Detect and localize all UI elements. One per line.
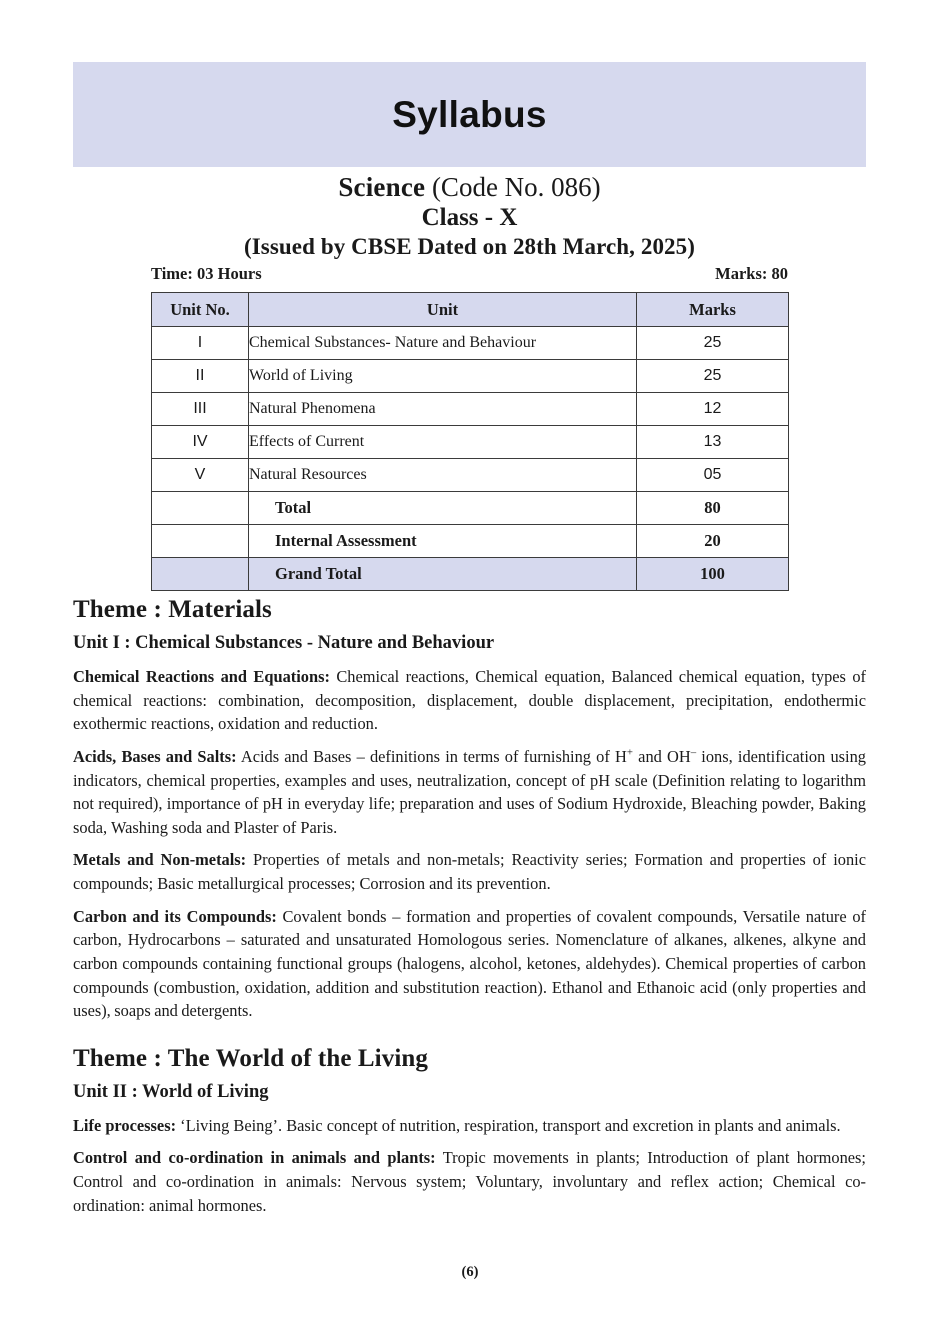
topic-carbon-compounds bbox=[73, 905, 866, 1023]
theme-heading-materials: Theme : Materials bbox=[73, 596, 272, 623]
cell-unit-no: II bbox=[152, 360, 249, 393]
table-header-row bbox=[152, 293, 789, 327]
cell-unit-no: IV bbox=[152, 426, 249, 459]
table-row bbox=[152, 393, 789, 426]
topic-body: Chemical reactions, Chemical equation, Balanced chemical equation, types of chemical reactions: combination, decomposition, displacement, double displacement, precipitation, endothermic exothermic reactions, oxidation and reduction. bbox=[73, 667, 866, 734]
cell-marks: 13 bbox=[637, 426, 789, 459]
topic-lead: Metals and Non-metals: bbox=[73, 850, 247, 870]
topic-lead: Life processes: bbox=[73, 1115, 177, 1135]
title-block bbox=[73, 172, 866, 260]
superscript-plus: + bbox=[626, 746, 633, 759]
table-row-internal-assessment bbox=[152, 525, 789, 558]
cell-unit-no: I bbox=[152, 327, 249, 360]
unit-heading-2: Unit II : World of Living bbox=[73, 1081, 269, 1102]
cell-unit-name: Natural Phenomena bbox=[249, 393, 637, 426]
topic-body-part-2: and OH bbox=[632, 746, 691, 766]
cell-unit-name: Chemical Substances- Nature and Behaviour bbox=[249, 327, 637, 360]
cell-marks: 12 bbox=[637, 393, 789, 426]
table-row bbox=[152, 459, 789, 492]
column-header-marks: Marks bbox=[637, 293, 789, 327]
topic-body: Covalent bonds – formation and properties of covalent compounds, Versatile nature of carbon, Hydrocarbons – saturated and unsaturated Homologous series. Nomenclature of alkanes, alkenes, alkyne and carbon compounds containing functional groups (halogens, alcohol, ketones, aldehydes). Chemical properties of carbon compounds (combustion, oxidation, addition and substitution reaction). Ethanol and Ethanoic acid (only properties and uses), soaps and detergents. bbox=[73, 906, 866, 1021]
syllabus-header-band bbox=[73, 62, 866, 167]
topic-lead: Acids, Bases and Salts: bbox=[73, 746, 237, 766]
cell-summary-label: Total bbox=[249, 492, 637, 525]
table-row-total bbox=[152, 492, 789, 525]
topic-lead: Chemical Reactions and Equations: bbox=[73, 667, 330, 686]
cell-summary-marks: 20 bbox=[637, 525, 789, 558]
cell-unit-no: V bbox=[152, 459, 249, 492]
cell-unit-no: III bbox=[152, 393, 249, 426]
cell-summary-label: Internal Assessment bbox=[249, 525, 637, 558]
syllabus-content bbox=[73, 596, 866, 1226]
cell-summary-marks: 80 bbox=[637, 492, 789, 525]
topic-chemical-reactions bbox=[73, 665, 866, 736]
topic-lead: Control and co-ordination in animals and plants: bbox=[73, 1148, 436, 1168]
table-row-grand-total bbox=[152, 558, 789, 591]
theme-heading-world-of-living: Theme : The World of the Living bbox=[73, 1044, 428, 1072]
topic-body-part-3: ions, identification using indicators, chemical properties, examples and uses, neutralization, concept of pH scale (Definition relating to logarithm not required), importance of pH in everyday life; preparation and uses of Sodium Hydroxide, Bleaching powder, Baking soda, Washing soda and Plaster of Paris. bbox=[73, 746, 866, 837]
table-row bbox=[152, 327, 789, 360]
superscript-minus: – bbox=[690, 746, 697, 759]
topic-body: Tropic movements in plants; Introduction of plant hormones; Control and co-ordination in animals: Nervous system; Voluntary, involuntary and reflex action; Chemical co-ordination: animal hormones. bbox=[73, 1148, 866, 1215]
cell-unit-no bbox=[152, 492, 249, 525]
cell-summary-marks: 100 bbox=[637, 558, 789, 591]
cell-unit-name: Effects of Current bbox=[249, 426, 637, 459]
topic-body: Properties of metals and non-metals; Reactivity series; Formation and properties of ionic compounds; Basic metallurgical processes; Corrosion and its prevention. bbox=[73, 850, 866, 893]
cell-unit-no bbox=[152, 558, 249, 591]
cell-unit-name: Natural Resources bbox=[249, 459, 637, 492]
topic-acids-bases-salts bbox=[73, 745, 866, 840]
topic-metals-non-metals bbox=[73, 848, 866, 895]
table-row bbox=[152, 426, 789, 459]
topic-body: ‘Living Being’. Basic concept of nutrition, respiration, transport and excretion in plants and animals. bbox=[176, 1115, 841, 1135]
topic-body-part-1: Acids and Bases – definitions in terms of furnishing of H bbox=[236, 746, 627, 766]
cell-marks: 25 bbox=[637, 327, 789, 360]
page-title: Syllabus bbox=[392, 93, 547, 135]
page-number: (6) bbox=[461, 1264, 479, 1280]
cell-summary-label: Grand Total bbox=[249, 558, 637, 591]
table-head bbox=[152, 293, 789, 327]
table-body bbox=[152, 327, 789, 591]
subject-name: Science bbox=[338, 172, 426, 202]
exam-duration: Time: 03 Hours bbox=[151, 264, 262, 283]
unit-heading-1: Unit I : Chemical Substances - Nature and Behaviour bbox=[73, 633, 495, 653]
cell-unit-name: World of Living bbox=[249, 360, 637, 393]
exam-info-row bbox=[151, 264, 788, 284]
cell-unit-no bbox=[152, 525, 249, 558]
column-header-unit: Unit bbox=[249, 293, 637, 327]
column-header-unit-no: Unit No. bbox=[152, 293, 249, 327]
topic-lead: Carbon and its Compounds: bbox=[73, 906, 277, 926]
class-line: Class - X bbox=[421, 203, 518, 231]
issued-line: (Issued by CBSE Dated on 28th March, 2025) bbox=[243, 233, 696, 259]
exam-total-marks: Marks: 80 bbox=[715, 264, 788, 283]
subject-code: (Code No. 086) bbox=[425, 172, 601, 202]
table-row bbox=[152, 360, 789, 393]
cell-marks: 05 bbox=[637, 459, 789, 492]
cell-marks: 25 bbox=[637, 360, 789, 393]
topic-life-processes bbox=[73, 1114, 866, 1138]
topic-control-coordination bbox=[73, 1146, 866, 1217]
subject-line bbox=[73, 172, 866, 203]
marks-distribution-table bbox=[151, 292, 789, 591]
